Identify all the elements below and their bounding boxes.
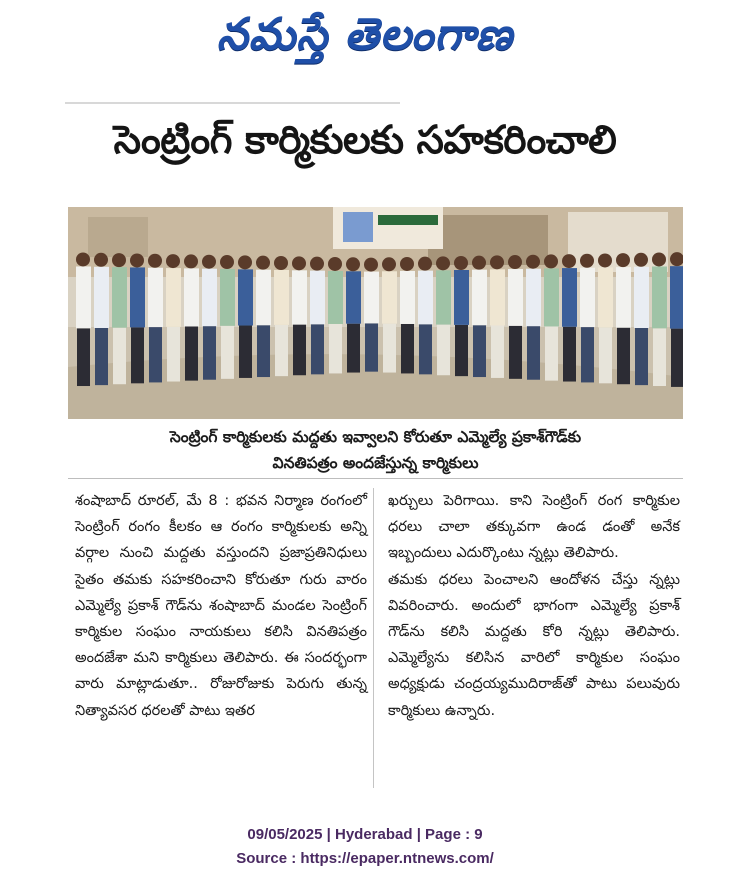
person-figure — [256, 256, 271, 377]
column-separator — [373, 488, 374, 788]
person-figure — [184, 254, 199, 380]
person-figure — [292, 256, 307, 375]
article-column-1 — [75, 488, 367, 724]
person-figure — [634, 253, 649, 385]
person-figure — [310, 257, 325, 375]
article-headline: సెంట్రింగ్ కార్మికులకు సహకరించాలి — [113, 118, 617, 163]
photo-caption — [68, 424, 683, 476]
person-figure — [76, 252, 91, 386]
person-figure — [508, 255, 523, 379]
person-figure — [400, 257, 415, 373]
person-figure — [274, 256, 289, 376]
caption-line-1: సెంట్రింగ్ కార్మికులకు మద్దతు ఇవ్వాలని కోరుతూ ఎమ్మెల్యే ప్రకాశ్‌గౌడ్‌కు — [169, 428, 582, 446]
person-figure — [598, 253, 613, 383]
person-figure — [436, 256, 451, 375]
masthead — [0, 0, 730, 80]
article-paragraph: శంషాబాద్ రూరల్, మే 8 : భవన నిర్మాణ రంగంలో సెంట్రింగ్ రంగం కీలకం ఆ రంగం కార్మికులకు అన్ని వర్గాల నుంచి మద్దతు వస్తుందని ప్రజాప్రతినిధులు సైతం తమకు సహకరించాని కోరుతూ గురు వారం ఎమ్మెల్యే ప్రకాశ్ గౌడ్‌ను శంషాబాద్ మండల సెంట్రింగ్ కార్మికుల సంఘం నాయకులు కలిసి వినతిపత్రం అందజేశా మని కార్మికులు తెలిపారు. ఈ సందర్భంగా వారు మాట్లాడుతూ.. రోజురోజుకు పెరుగు తున్న నిత్యావసర ధరలతో పాటు ఇతర — [75, 493, 367, 719]
person-figure — [382, 257, 397, 372]
person-figure — [652, 252, 667, 386]
newspaper-logo: నమస్తే తెలంగాణ — [216, 9, 514, 60]
person-figure — [148, 254, 163, 383]
article-paragraph: తమకు ధరలు పెంచాలని ఆందోళన చేస్తు న్నట్లు వివరించారు. అందులో భాగంగా ఎమ్మెల్యే ప్రకాశ్ గౌడ్‌ను కలిసి మద్దతు కోరి న్నట్లు తెలిపారు. ఎమ్మెల్యేను కలిసిన వారిలో కార్మికుల సంఘం అధ్యక్షుడు చంద్రయ్యముదిరాజ్‌తో పాటు పలువురు కార్మికులు ఉన్నారు. — [388, 571, 680, 719]
edition-info: 09/05/2025 | Hyderabad | Page : 9 — [247, 826, 483, 843]
caption-line-2: వినతిపత్రం అందజేస్తున్న కార్మికులు — [272, 454, 479, 472]
person-figure — [418, 257, 433, 375]
person-figure — [346, 257, 361, 372]
photo-illustration — [68, 207, 683, 419]
article-column-2 — [388, 488, 680, 724]
person-figure — [130, 253, 145, 383]
person-figure — [490, 255, 505, 378]
masthead-rule — [65, 102, 400, 104]
person-figure — [526, 255, 541, 380]
person-figure — [166, 254, 181, 381]
person-figure — [220, 255, 235, 379]
person-figure — [328, 257, 343, 373]
source-link[interactable]: Source : https://epaper.ntnews.com/ — [236, 850, 494, 867]
page-footer — [0, 823, 730, 871]
person-figure — [238, 255, 253, 378]
person-figure — [544, 254, 559, 380]
article-paragraph: ఖర్చులు పెరిగాయి. కాని సెంట్రింగ్ రంగ కార్మికుల ధరలు చాలా తక్కువగా ఉండ డంతో అనేక ఇబ్బందులు ఎదుర్కొంటు న్నట్లు తెలిపారు. — [388, 493, 680, 562]
person-figure — [112, 253, 127, 384]
person-figure — [454, 256, 469, 376]
caption-divider — [68, 478, 683, 479]
person-figure — [364, 258, 379, 372]
person-figure — [670, 252, 683, 387]
news-photo — [68, 207, 683, 419]
person-figure — [94, 253, 109, 385]
person-figure — [202, 255, 217, 380]
person-figure — [616, 253, 631, 384]
person-figure — [562, 254, 577, 381]
person-figure — [580, 254, 595, 383]
person-figure — [472, 256, 487, 377]
